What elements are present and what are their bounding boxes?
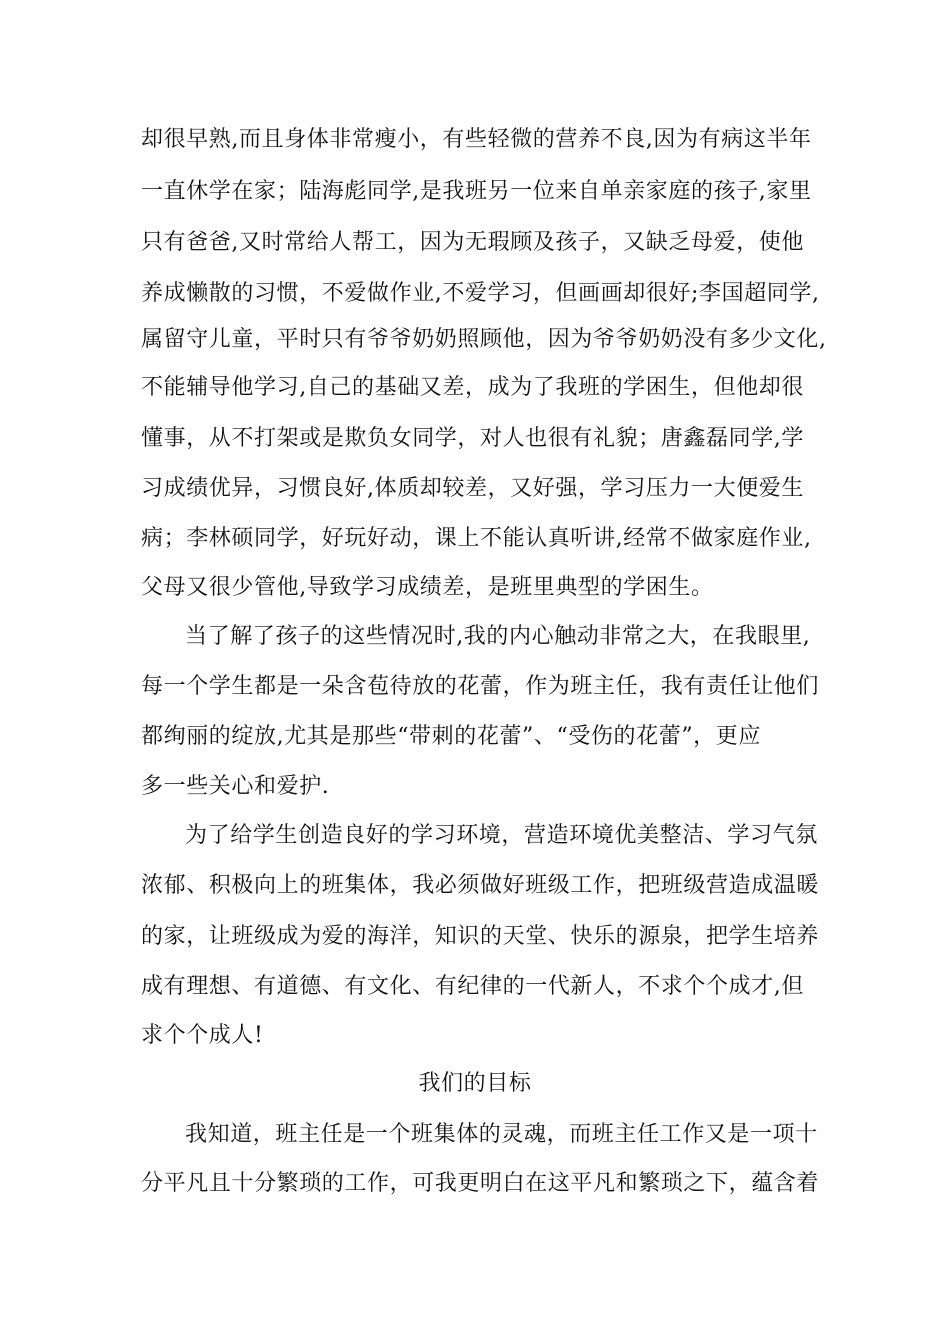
text-line: 每一个学生都是一朵含苞待放的花蕾，作为班主任，我有责任让他们 [141, 674, 820, 699]
text-line: 却很早熟,而且身体非常瘦小，有些轻微的营养不良,因为有病这半年 [141, 127, 812, 152]
text-line: 浓郁、积极向上的班集体，我必须做好班级工作，把班级营造成温暖 [141, 873, 820, 898]
text-line: 病；李林硕同学，好玩好动，课上不能认真听讲,经常不做家庭作业, [141, 526, 812, 551]
section-heading: 我们的目标 [418, 1071, 532, 1096]
text-line: 一直休学在家；陆海彪同学,是我班另一位来自单亲家庭的孩子,家里 [141, 179, 812, 204]
text-line: 只有爸爸,又时常给人帮工，因为无瑕顾及孩子，又缺乏母爱，使他 [141, 230, 804, 255]
text-line: 求个个成人! [141, 1023, 264, 1048]
text-line: 多一些关心和爱护. [141, 774, 330, 799]
text-line: 属留守儿童，平时只有爷爷奶奶照顾他，因为爷爷奶奶没有多少文化, [141, 327, 827, 352]
text-line: 成有理想、有道德、有文化、有纪律的一代新人，不求个个成才,但 [141, 974, 804, 999]
text-line: 习成绩优异，习惯良好,体质却较差，又好强，学习压力一大便爱生 [141, 476, 804, 501]
text-line: 养成懒散的习惯，不爱做作业,不爱学习，但画画却很好;李国超同学, [141, 281, 820, 306]
text-line: 父母又很少管他,导致学习成绩差，是班里典型的学困生。 [141, 575, 714, 600]
text-line: 不能辅导他学习,自己的基础又差，成为了我班的学困生，但他却很 [141, 375, 804, 400]
text-line: 都绚丽的绽放,尤其是那些“带刺的花蕾”、“受伤的花蕾”，更应 [141, 724, 761, 749]
text-line: 分平凡且十分繁琐的工作，可我更明白在这平凡和繁琐之下，蕴含着 [141, 1171, 820, 1196]
text-line: 懂事，从不打架或是欺负女同学，对人也很有礼貌；唐鑫磊同学,学 [141, 426, 804, 451]
text-line: 为了给学生创造良好的学习环境，营造环境优美整洁、学习气氛 [185, 823, 818, 848]
text-line: 的家，让班级成为爱的海洋，知识的天堂、快乐的源泉，把学生培养 [141, 924, 820, 949]
text-line: 我知道，班主任是一个班集体的灵魂，而班主任工作又是一项十 [185, 1122, 818, 1147]
text-line: 当了解了孩子的这些情况时,我的内心触动非常之大，在我眼里, [185, 624, 811, 649]
